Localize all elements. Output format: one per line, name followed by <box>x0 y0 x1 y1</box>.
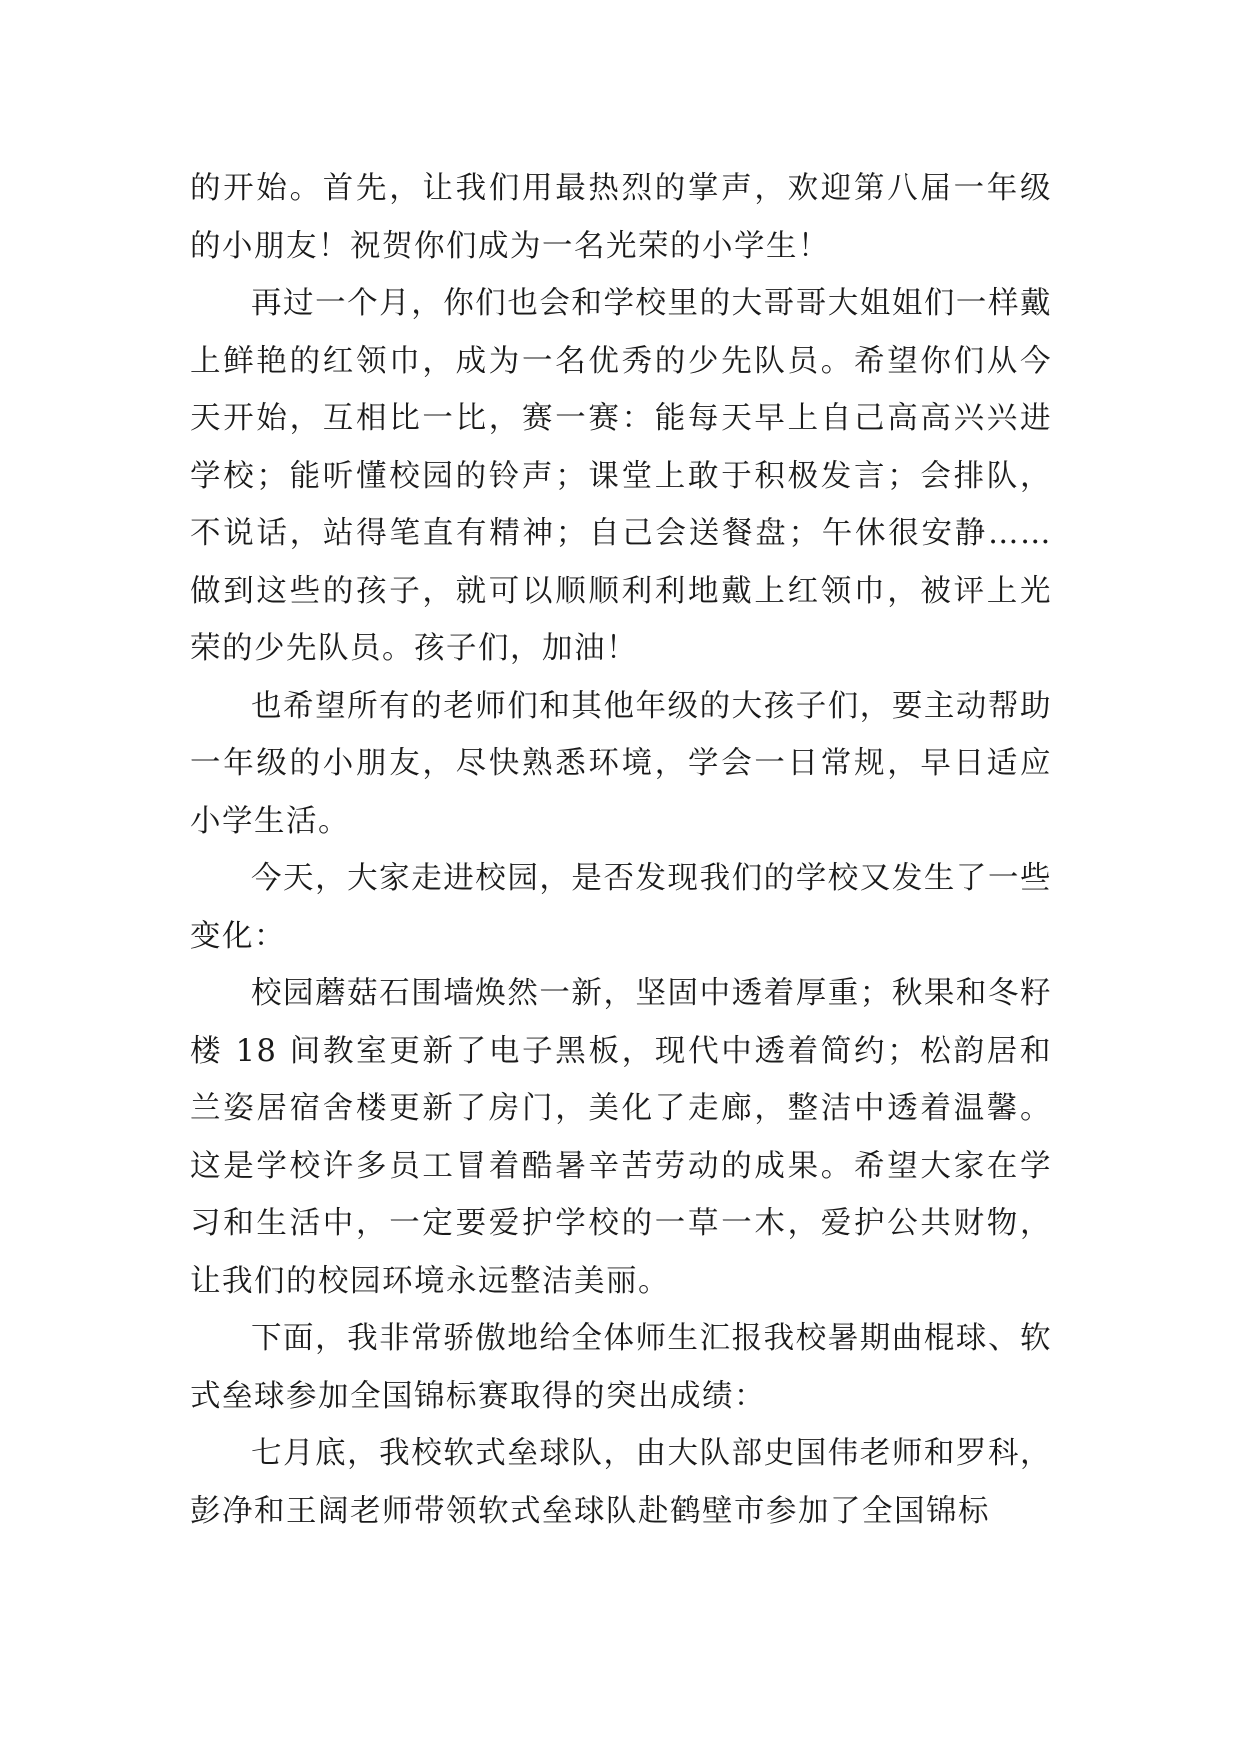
paragraph-campus-renovation: 校园蘑菇石围墙焕然一新，坚固中透着厚重；秋果和冬籽楼 18 间教室更新了电子黑板，现代中透着简约；松韵居和兰姿居宿舍楼更新了房门，美化了走廊，整洁中透着温馨。这是学校许多员工冒着酷暑辛苦劳动的成果。希望大家在学习和生活中，一定要爱护学校的一草一木，爱护公共财物，让我们的校园环境永远整洁美丽。 <box>190 976 1052 1299</box>
paragraph-sports-report: 下面，我非常骄傲地给全体师生汇报我校暑期曲棍球、软式垒球参加全国锦标赛取得的突出成绩： <box>190 1321 1052 1414</box>
paragraph-softball-team: 七月底，我校软式垒球队，由大队部史国伟老师和罗科，彭净和王阔老师带领软式垒球队赴鹤壁市参加了全国锦标 <box>190 1436 1052 1529</box>
paragraph-teachers-help: 也希望所有的老师们和其他年级的大孩子们，要主动帮助一年级的小朋友，尽快熟悉环境，学会一日常规，早日适应小学生活。 <box>190 688 1052 839</box>
paragraph-red-scarf: 再过一个月，你们也会和学校里的大哥哥大姐姐们一样戴上鲜艳的红领巾，成为一名优秀的少先队员。希望你们从今天开始，互相比一比，赛一赛：能每天早上自己高高兴兴进学校；能听懂校园的铃声；课堂上敢于积极发言；会排队，不说话，站得笔直有精神；自己会送餐盘；午休很安静……做到这些的孩子，就可以顺顺利利地戴上红领巾，被评上光荣的少先队员。孩子们，加油！ <box>190 286 1052 666</box>
paragraph-continuation: 的开始。首先，让我们用最热烈的掌声，欢迎第八届一年级的小朋友！祝贺你们成为一名光荣的小学生！ <box>190 171 1052 264</box>
body-text <box>190 160 1052 1540</box>
paragraph-campus-changes: 今天，大家走进校园，是否发现我们的学校又发生了一些变化： <box>190 861 1052 954</box>
